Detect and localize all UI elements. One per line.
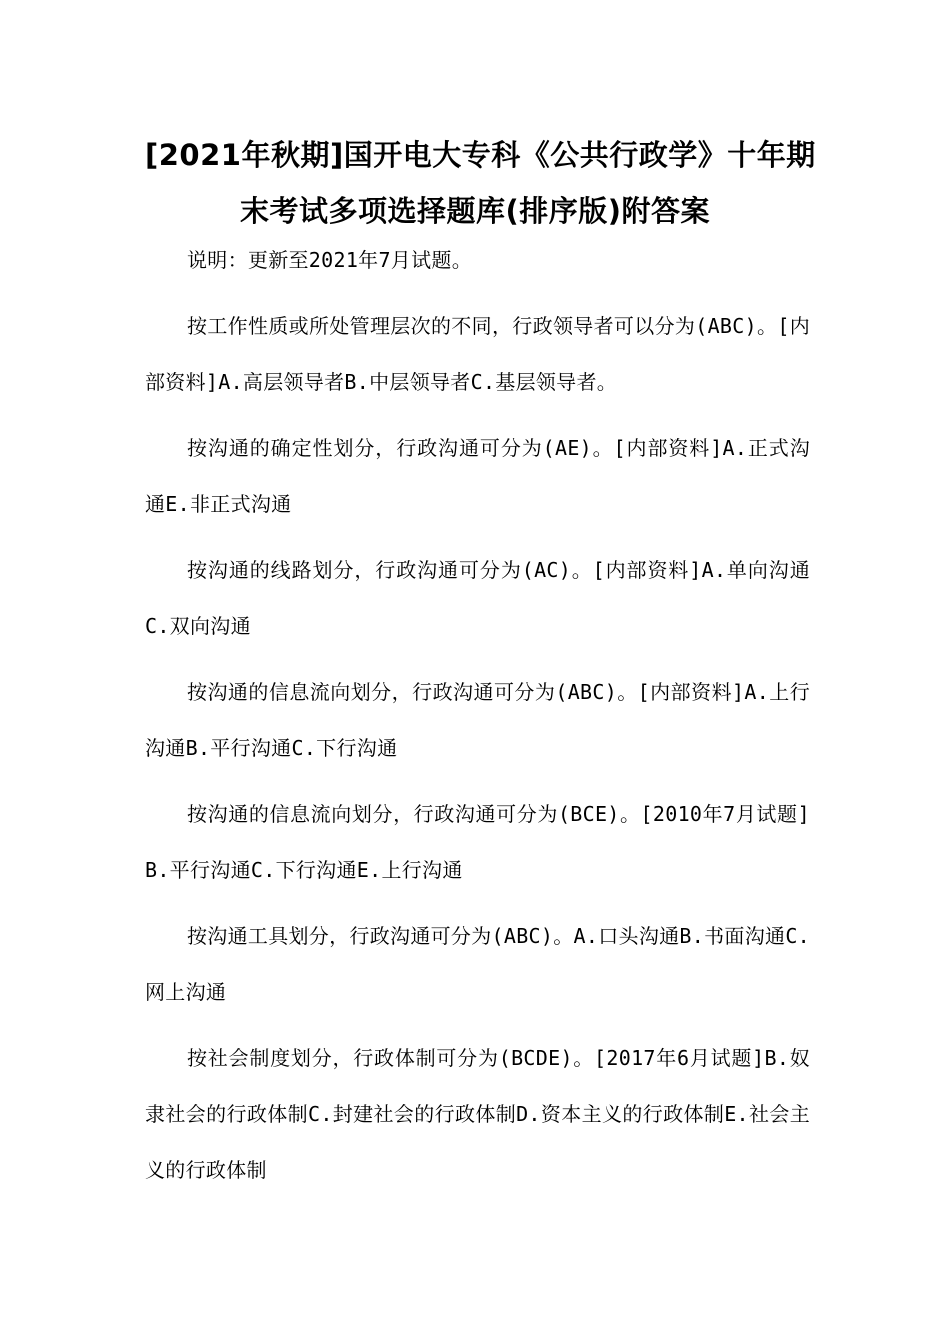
document-title xyxy=(145,127,816,239)
question-paragraph: 按社会制度划分，行政体制可分为(BCDE)。[2017年6月试题]B.奴隶社会的行政体制C.封建社会的行政体制D.资本主义的行政体制E.社会主义的行政体制 xyxy=(145,1046,810,1182)
question-paragraph: 按沟通的信息流向划分，行政沟通可分为(BCE)。[2010年7月试题]B.平行沟通C.下行沟通E.上行沟通 xyxy=(145,802,810,882)
question-paragraph: 按沟通的信息流向划分，行政沟通可分为(ABC)。[内部资料]A.上行沟通B.平行沟通C.下行沟通 xyxy=(145,680,810,760)
question-paragraph: 按沟通的线路划分，行政沟通可分为(AC)。[内部资料]A.单向沟通C.双向沟通 xyxy=(145,558,810,638)
title-line-1: [2021年秋期]国开电大专科《公共行政学》十年期 xyxy=(145,138,816,172)
note-paragraph: 说明：更新至2021年7月试题。 xyxy=(187,248,473,272)
title-line-2: 末考试多项选择题库(排序版)附答案 xyxy=(239,194,710,228)
document-body xyxy=(145,232,810,1208)
question-paragraph: 按工作性质或所处管理层次的不同，行政领导者可以分为(ABC)。[内部资料]A.高层领导者B.中层领导者C.基层领导者。 xyxy=(145,314,810,394)
question-paragraph: 按沟通工具划分，行政沟通可分为(ABC)。A.口头沟通B.书面沟通C.网上沟通 xyxy=(145,924,810,1004)
question-paragraph: 按沟通的确定性划分，行政沟通可分为(AE)。[内部资料]A.正式沟通E.非正式沟通 xyxy=(145,436,810,516)
